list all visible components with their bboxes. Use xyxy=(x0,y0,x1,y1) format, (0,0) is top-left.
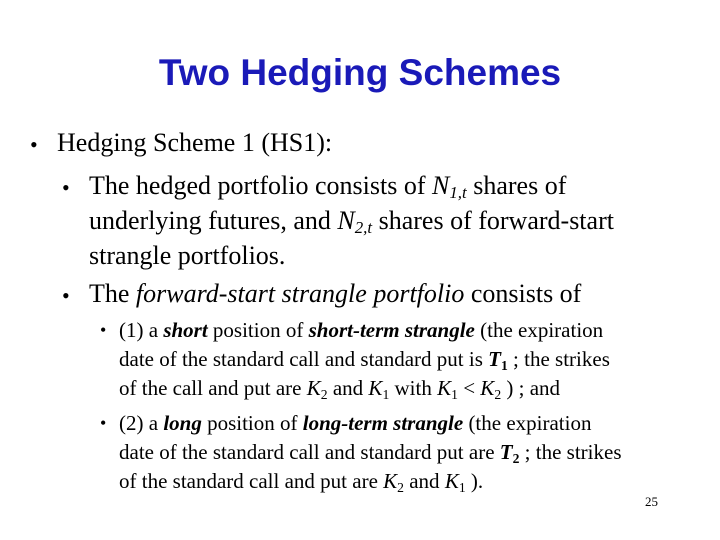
short-position-line-1: (1) a short position of short-term strangle (the expiration xyxy=(119,318,604,342)
page-number: 25 xyxy=(645,494,658,509)
long-position-line-3: of the standard call and put are $K_2$ and $K_1$ ). xyxy=(119,469,484,495)
portfolio-line-3: strangle portfolios. xyxy=(89,241,286,270)
portfolio-line-2: underlying futures, and $N_{2,t}$ shares of forward-start xyxy=(89,206,614,237)
bullet-icon: • xyxy=(62,175,70,200)
bullet-icon: • xyxy=(30,132,38,157)
hs1-heading: Hedging Scheme 1 (HS1): xyxy=(57,128,333,157)
long-position-line-1: (2) a long position of long-term strangle (the expiration xyxy=(119,411,592,435)
short-position-line-2: date of the standard call and standard put is $T_1$ ; the strikes xyxy=(119,347,610,373)
bullet-icon: • xyxy=(100,413,107,433)
portfolio-line-1: The hedged portfolio consists of $N_{1,t}$ shares of xyxy=(89,171,567,202)
slide-title: Two Hedging Schemes xyxy=(158,52,562,93)
long-position-line-2: date of the standard call and standard put are $T_2$ ; the strikes xyxy=(119,440,622,466)
strangle-definition-line: The forward-start strangle portfolio consists of xyxy=(89,279,582,308)
bullet-icon: • xyxy=(62,283,70,308)
bullet-icon: • xyxy=(100,320,107,340)
short-position-line-3: of the call and put are $K_2$ and $K_1$ with $K_1 < K_2$ ) ; and xyxy=(119,376,561,402)
